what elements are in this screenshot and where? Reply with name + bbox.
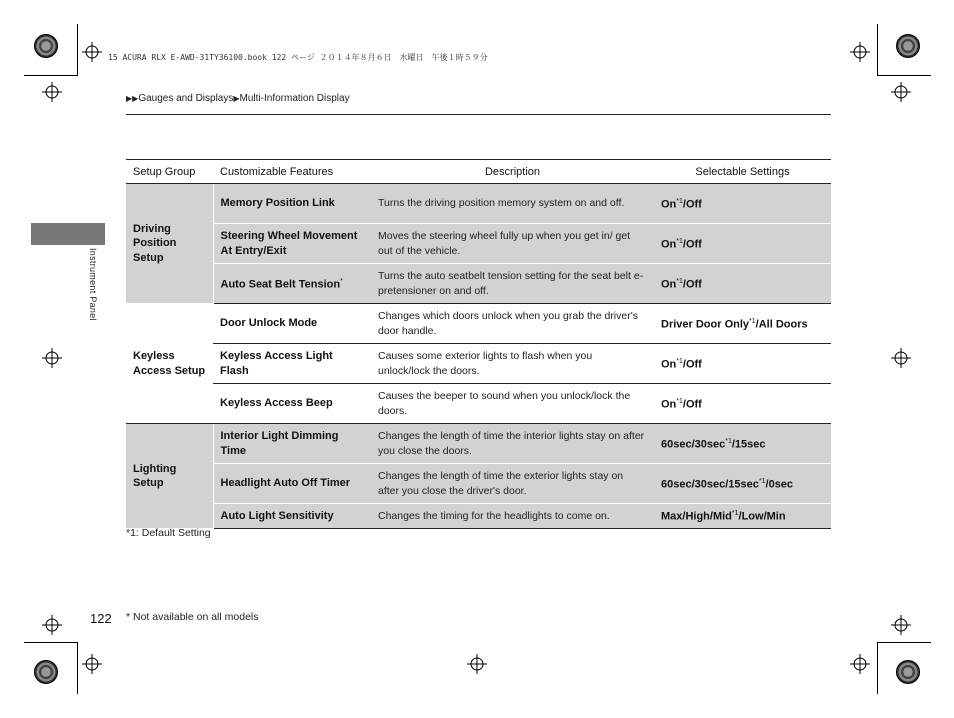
registration-mark-icon [891,348,911,368]
breadcrumb-page: Multi-Information Display [239,93,350,104]
setup-group-cell: Keyless Access Setup [126,304,213,424]
availability-note: * Not available on all models [126,611,259,623]
description-cell: Changes which doors unlock when you grab the driver's door handle. [371,304,654,344]
table-row [126,224,831,264]
settings-cell: On$^{*1}$/Off [654,264,831,304]
crop-mark [77,24,78,76]
settings-cell: On$^{*1}$/Off [654,384,831,424]
setup-group-cell: Driving Position Setup [126,184,213,304]
default-setting-footnote: *1: Default Setting [126,527,211,539]
color-rosette-icon [896,660,920,684]
description-cell: Turns the driving position memory system on and off. [371,184,654,224]
color-rosette-icon [34,34,58,58]
feature-cell: Interior Light Dimming Time [213,424,371,464]
page-number: 122 [90,611,112,626]
table-row [126,504,831,529]
column-header-features: Customizable Features [213,160,371,184]
table-row [126,384,831,424]
description-cell: Causes some exterior lights to flash when you unlock/lock the doors. [371,344,654,384]
table-row [126,304,831,344]
header-rule [126,114,831,115]
registration-mark-icon [891,82,911,102]
crop-mark [877,24,878,76]
crop-mark [24,75,78,76]
settings-cell: On$^{*1}$/Off [654,184,831,224]
description-cell: Causes the beeper to sound when you unlock/lock the doors. [371,384,654,424]
description-cell: Changes the length of time the interior lights stay on after you close the doors. [371,424,654,464]
registration-mark-icon [42,615,62,635]
settings-cell: Max/High/Mid$^{*1}$/Low/Min [654,504,831,529]
feature-cell: Headlight Auto Off Timer [213,464,371,504]
feature-cell: Door Unlock Mode [213,304,371,344]
settings-cell: $60\sec/30\sec/15\sec^{*1}/0\sec$ [654,464,831,504]
breadcrumb [126,93,350,104]
settings-cell: Driver Door Only$^{*1}$/All Doors [654,304,831,344]
chapter-side-label: Instrument Panel [88,248,98,321]
feature-cell: Keyless Access Beep [213,384,371,424]
registration-mark-icon [42,82,62,102]
description-cell: Turns the auto seatbelt tension setting for the seat belt e-pretensioner on and off. [371,264,654,304]
customization-table [126,159,831,529]
chapter-tab [31,223,105,245]
registration-mark-icon [42,348,62,368]
crop-mark [877,75,931,76]
breadcrumb-section-link[interactable]: Gauges and Displays [138,93,234,104]
registration-mark-icon [850,654,870,674]
settings-cell: $60\sec/30\sec^{*1}/15\sec$ [654,424,831,464]
table-row [126,264,831,304]
feature-cell: Memory Position Link [213,184,371,224]
registration-mark-icon [467,654,487,674]
setup-group-cell: Lighting Setup [126,424,213,529]
feature-cell: Keyless Access Light Flash [213,344,371,384]
crop-mark [77,642,78,694]
column-header-setup-group: Setup Group [126,160,213,184]
column-header-description: Description [371,160,654,184]
feature-cell: Auto Seat Belt Tension* [213,264,371,304]
breadcrumb-arrow-icon: ▶▶ [126,94,139,103]
print-header: 15 ACURA RLX E-AWD-31TY36100.book 122 ページ ２０１４年８月６日 水曜日 午後１時５９分 [108,53,488,62]
table-row [126,424,831,464]
breadcrumb-separator-icon: ▶ [233,94,240,103]
table-row [126,344,831,384]
registration-mark-icon [850,42,870,62]
crop-mark [24,642,78,643]
feature-cell: Steering Wheel Movement At Entry/Exit [213,224,371,264]
table-row [126,464,831,504]
column-header-settings: Selectable Settings [654,160,831,184]
color-rosette-icon [896,34,920,58]
description-cell: Changes the length of time the exterior lights stay on after you close the driver's door. [371,464,654,504]
description-cell: Changes the timing for the headlights to come on. [371,504,654,529]
crop-mark [877,642,931,643]
settings-cell: On$^{*1}$/Off [654,344,831,384]
table-row [126,184,831,224]
description-cell: Moves the steering wheel fully up when you get in/ get out of the vehicle. [371,224,654,264]
registration-mark-icon [891,615,911,635]
registration-mark-icon [82,654,102,674]
settings-cell: On$^{*1}$/Off [654,224,831,264]
crop-mark [877,642,878,694]
registration-mark-icon [82,42,102,62]
color-rosette-icon [34,660,58,684]
feature-cell: Auto Light Sensitivity [213,504,371,529]
